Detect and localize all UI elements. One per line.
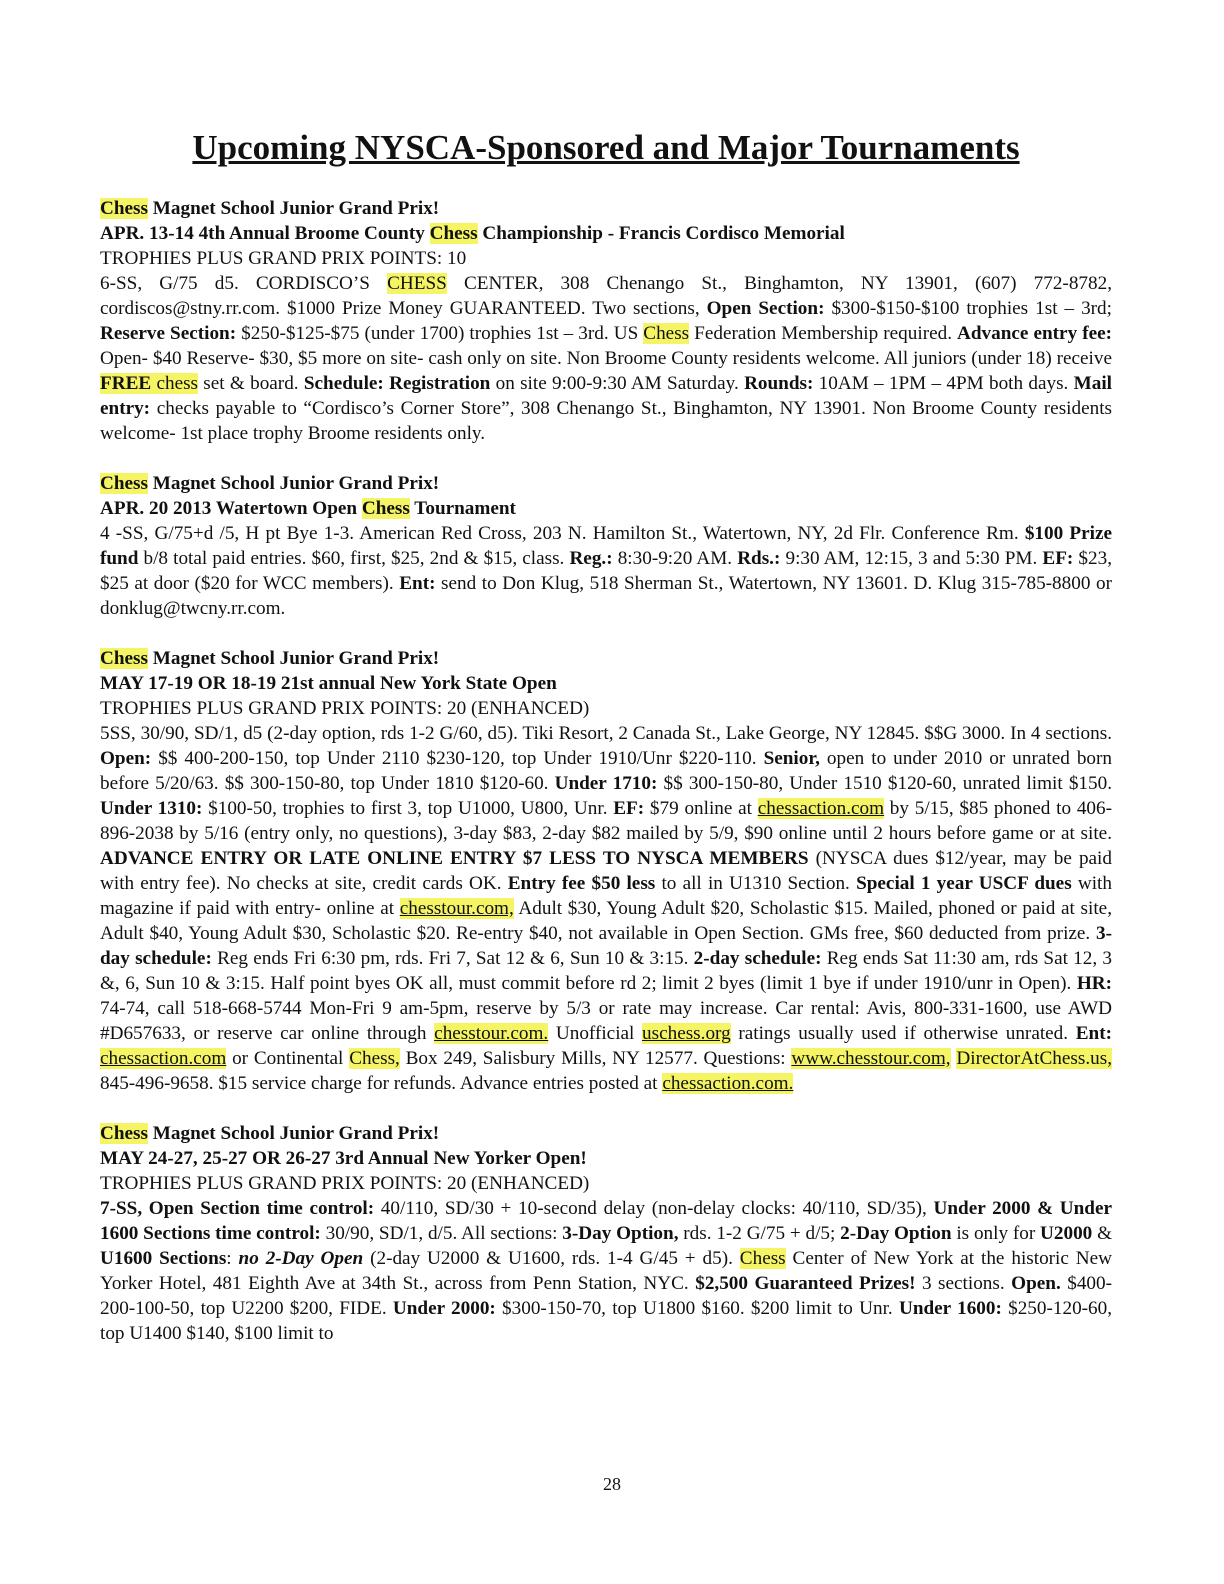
styled-text: Ent: bbox=[1075, 1023, 1112, 1044]
text-run: Reg ends Fri 6:30 pm, rds. Fri 7, Sat 12 & 6, Sun 10 & 3:15. bbox=[211, 948, 694, 969]
text-run: Unofficial bbox=[548, 1023, 643, 1044]
text-run: $100-50, trophies to first 3, top U1000, U800, Unr. bbox=[202, 798, 614, 819]
styled-text: 3-Day Option, bbox=[562, 1223, 679, 1244]
text-run: 5SS, 30/90, SD/1, d5 (2-day option, rds 1-2 G/60, d5). Tiki Resort, 2 Canada St., Lake George, NY 12845. $$G 3000. In 4 sections. bbox=[100, 723, 1112, 744]
text-run: with magazine if paid with entry- online at bbox=[100, 873, 1112, 919]
styled-text: Schedule: Registration bbox=[303, 373, 491, 394]
text-run: $250-120-60, top U1400 $140, $100 limit to bbox=[100, 1298, 1113, 1344]
styled-text: Under 2000: bbox=[392, 1298, 496, 1319]
text-run: APR. 20 2013 Watertown Open bbox=[100, 498, 362, 519]
text-run: Magnet School Junior Grand Prix! bbox=[147, 648, 440, 669]
grand-prix-label bbox=[100, 196, 1112, 221]
text-run: Box 249, Salisbury Mills, NY 12577. Questions: bbox=[399, 1048, 792, 1069]
text-run: APR. 13-14 4th Annual Broome County bbox=[100, 223, 430, 244]
styled-text: Special 1 year USCF dues bbox=[856, 873, 1072, 894]
styled-text: no 2-Day Open bbox=[238, 1248, 364, 1269]
link-text[interactable]: www.chesstour.com, bbox=[791, 1048, 951, 1069]
styled-text: Chess bbox=[100, 648, 148, 669]
text-run: Reg ends Sat 11:30 am, rds Sat 12, 3 &, 6, Sun 10 & 3:15. Half point byes OK all, must commit before rd 2; limit 2 byes (limit 1 bye if under 1910/unr in Open). bbox=[100, 948, 1112, 994]
text-run: Magnet School Junior Grand Prix! bbox=[147, 473, 440, 494]
styled-text: Under 1710: bbox=[554, 773, 658, 794]
styled-text: Chess bbox=[100, 473, 148, 494]
styled-text: Open Section: bbox=[706, 298, 825, 319]
styled-text: $100 Prize fund bbox=[100, 523, 1113, 569]
text-run: on site 9:00-9:30 AM Saturday. bbox=[490, 373, 745, 394]
text-run: & bbox=[1092, 1223, 1112, 1244]
grand-prix-points: TROPHIES PLUS GRAND PRIX POINTS: 20 (ENHANCED) bbox=[100, 1173, 590, 1194]
styled-text: Rounds: bbox=[744, 373, 814, 394]
text-run: Magnet School Junior Grand Prix! bbox=[147, 1123, 440, 1144]
text-run: set & board. bbox=[198, 373, 304, 394]
link-text[interactable]: chesstour.com, bbox=[399, 898, 514, 919]
text-run: ratings usually used if otherwise unrated. bbox=[730, 1023, 1076, 1044]
styled-text: Mail entry: bbox=[100, 373, 1112, 419]
text-run: $23, $25 at door ($20 for WCC members). bbox=[100, 548, 1112, 594]
tournament-details bbox=[100, 271, 1112, 446]
styled-text: Under 1600: bbox=[898, 1298, 1002, 1319]
styled-text: FREE bbox=[100, 373, 152, 394]
link-text[interactable]: chessaction.com. bbox=[662, 1073, 794, 1094]
text-run: open to under 2010 or unrated born before 5/20/63. $$ 300-150-80, top Under 1810 $120-60. bbox=[100, 748, 1112, 794]
tournament-entry bbox=[100, 1121, 1112, 1346]
tournament-heading bbox=[100, 671, 1112, 696]
text-run: : bbox=[226, 1248, 239, 1269]
page-title: Upcoming NYSCA-Sponsored and Major Tournaments bbox=[192, 128, 1020, 167]
text-run: b/8 total paid entries. $60, first, $25, 2nd & $15, class. bbox=[138, 548, 570, 569]
text-run: Adult $30, Young Adult $20, Scholastic $15. Mailed, phoned or paid at site, Adult $40, Young Adult $30, Scholastic $20. Re-entry $40, not available in Open Section. GMs free, $60 deducted from prize. bbox=[100, 898, 1112, 944]
grand-prix-label bbox=[100, 1121, 1112, 1146]
styled-text: chess bbox=[151, 373, 199, 394]
styled-text: 7-SS, bbox=[100, 1198, 149, 1219]
text-run: $$ 300-150-80, Under 1510 $120-60, unrated limit $150. bbox=[657, 773, 1112, 794]
link-text[interactable]: chesstour.com. bbox=[434, 1023, 549, 1044]
text-run: $$ 400-200-150, top Under 2110 $230-120, top Under 1910/Unr $220-110. bbox=[151, 748, 764, 769]
text-run: Championship - Francis Cordisco Memorial bbox=[477, 223, 845, 244]
document-page bbox=[100, 126, 1112, 1346]
styled-text: CHESS bbox=[387, 273, 447, 294]
styled-text: 2-day schedule: bbox=[693, 948, 822, 969]
text-run: 4 -SS, G/75+d /5, H pt Bye 1-3. American Red Cross, 203 N. Hamilton St., Watertown, NY, 2d Flr. Conference Rm. bbox=[100, 523, 1025, 544]
page-number: 28 bbox=[603, 1474, 621, 1494]
styled-text: Chess, bbox=[349, 1048, 400, 1069]
text-run: (2-day U2000 & U1600, rds. 1-4 G/45 + d5). bbox=[363, 1248, 740, 1269]
tournament-details bbox=[100, 521, 1112, 621]
text-run: $300-150-70, top U1800 $160. $200 limit to Unr. bbox=[495, 1298, 899, 1319]
text-run: MAY 17-19 OR 18-19 21st annual New York State Open bbox=[100, 673, 557, 694]
styled-text: EF: bbox=[1042, 548, 1074, 569]
text-run: 845-496-9658. $15 service charge for refunds. Advance entries posted at bbox=[100, 1073, 663, 1094]
text-run: 10AM – 1PM – 4PM both days. bbox=[813, 373, 1074, 394]
styled-text: Rds.: bbox=[737, 548, 781, 569]
styled-text: 2-Day Option bbox=[840, 1223, 952, 1244]
text-run: checks payable to “Cordisco’s Corner Store”, 308 Chenango St., Binghamton, NY 13901. Non Broome County residents welcome- 1st place trophy Broome residents only. bbox=[100, 398, 1112, 444]
link-text[interactable]: uschess.org bbox=[642, 1023, 731, 1044]
text-run: Tournament bbox=[409, 498, 516, 519]
text-run: by 5/15, $85 phoned to 406-896-2038 by 5/16 (entry only, no questions), 3-day $83, 2-day $82 mailed by 5/9, $90 online until 2 hours before game or at site. bbox=[100, 798, 1112, 844]
text-run: Open- $40 Reserve- $30, $5 more on site- cash only on site. Non Broome County residents welcome. All juniors (under 18) receive bbox=[100, 348, 1112, 369]
styled-text: ADVANCE ENTRY OR LATE ONLINE ENTRY $7 LESS TO NYSCA MEMBERS bbox=[100, 848, 809, 869]
styled-text: Ent: bbox=[399, 573, 436, 594]
styled-text: U2000 bbox=[1040, 1223, 1093, 1244]
styled-text: Senior, bbox=[763, 748, 820, 769]
styled-text: Under 2000 & Under 1600 Sections time control: bbox=[100, 1198, 1112, 1244]
styled-text: Open. bbox=[1011, 1273, 1061, 1294]
link-text[interactable]: chessaction.com bbox=[100, 1048, 227, 1069]
text-run: $250-$125-$75 (under 1700) trophies 1st – 3rd. US bbox=[236, 323, 644, 344]
text-run: 74-74, call 518-668-5744 Mon-Fri 9 am-5pm, reserve by 5/3 or rate may increase. Car rental: Avis, 800-331-1600, use AWD #D657633, or reserve car online through bbox=[100, 998, 1112, 1044]
tournament-entry bbox=[100, 471, 1112, 621]
styled-text: HR: bbox=[1076, 973, 1112, 994]
grand-prix-points: TROPHIES PLUS GRAND PRIX POINTS: 10 bbox=[100, 248, 467, 269]
text-run: is only for bbox=[951, 1223, 1041, 1244]
styled-text: Chess bbox=[361, 498, 410, 519]
styled-text: Open Section time control: bbox=[148, 1198, 375, 1219]
text-run: 8:30-9:20 AM. bbox=[612, 548, 738, 569]
text-run: or Continental bbox=[226, 1048, 350, 1069]
text-run: 40/110, SD/30 + 10-second delay (non-delay clocks: 40/110, SD/35), bbox=[374, 1198, 934, 1219]
grand-prix-label bbox=[100, 471, 1112, 496]
tournament-heading bbox=[100, 496, 1112, 521]
text-run: Magnet School Junior Grand Prix! bbox=[147, 198, 440, 219]
text-run: 30/90, SD/1, d/5. All sections: bbox=[320, 1223, 563, 1244]
grand-prix-label bbox=[100, 646, 1112, 671]
text-run: to all in U1310 Section. bbox=[655, 873, 857, 894]
styled-text: Advance entry fee: bbox=[957, 323, 1113, 344]
text-run: $79 online at bbox=[644, 798, 758, 819]
styled-text: Entry fee $50 less bbox=[507, 873, 656, 894]
styled-text: EF: bbox=[613, 798, 645, 819]
styled-text: 3-day schedule: bbox=[100, 923, 1112, 969]
tournament-heading bbox=[100, 221, 1112, 246]
text-run: Federation Membership required. bbox=[689, 323, 958, 344]
tournament-details bbox=[100, 1196, 1112, 1346]
text-run: rds. 1-2 G/75 + d/5; bbox=[678, 1223, 841, 1244]
styled-text: Chess bbox=[643, 323, 690, 344]
styled-text: Reg.: bbox=[569, 548, 613, 569]
styled-text: DirectorAtChess.us, bbox=[956, 1048, 1112, 1069]
text-run: MAY 24-27, 25-27 OR 26-27 3rd Annual New Yorker Open! bbox=[100, 1148, 587, 1169]
styled-text: Chess bbox=[100, 198, 148, 219]
styled-text: $2,500 Guaranteed Prizes! bbox=[695, 1273, 916, 1294]
text-run: Center of New York at the historic New Yorker Hotel, 481 Eighth Ave at 34th St., across from Penn Station, NYC. bbox=[100, 1248, 1113, 1294]
text-run: $400-200-100-50, top U2200 $200, FIDE. bbox=[100, 1273, 1112, 1319]
styled-text: Under 1310: bbox=[100, 798, 203, 819]
events-list bbox=[100, 196, 1112, 1346]
tournament-heading bbox=[100, 1146, 1112, 1171]
tournament-entry bbox=[100, 646, 1112, 1096]
grand-prix-points: TROPHIES PLUS GRAND PRIX POINTS: 20 (ENHANCED) bbox=[100, 698, 590, 719]
styled-text: U1600 Sections bbox=[100, 1248, 227, 1269]
styled-text: Chess bbox=[739, 1248, 786, 1269]
tournament-entry bbox=[100, 196, 1112, 446]
text-run: 9:30 AM, 12:15, 3 and 5:30 PM. bbox=[780, 548, 1043, 569]
link-text[interactable]: chessaction.com bbox=[757, 798, 885, 819]
styled-text: Chess bbox=[100, 1123, 148, 1144]
tournament-details bbox=[100, 721, 1112, 1096]
text-run: send to Don Klug, 518 Sherman St., Watertown, NY 13601. D. Klug 315-785-8800 or donklug@twcny.rr.com. bbox=[100, 573, 1112, 619]
text-run: $300-$150-$100 trophies 1st – 3rd; bbox=[824, 298, 1112, 319]
text-run: CENTER, 308 Chenango St., Binghamton, NY 13901, (607) 772-8782, cordiscos@stny.rr.com. $1000 Prize Money GUARANTEED. Two sections, bbox=[100, 273, 1112, 319]
styled-text: Chess bbox=[429, 223, 478, 244]
styled-text: Open: bbox=[100, 748, 152, 769]
styled-text: Reserve Section: bbox=[100, 323, 237, 344]
text-run: (NYSCA dues $12/year, may be paid with entry fee). No checks at site, credit cards OK. bbox=[100, 848, 1112, 894]
text-run: 6-SS, G/75 d5. CORDISCO’S bbox=[100, 273, 388, 294]
text-run: 3 sections. bbox=[915, 1273, 1012, 1294]
